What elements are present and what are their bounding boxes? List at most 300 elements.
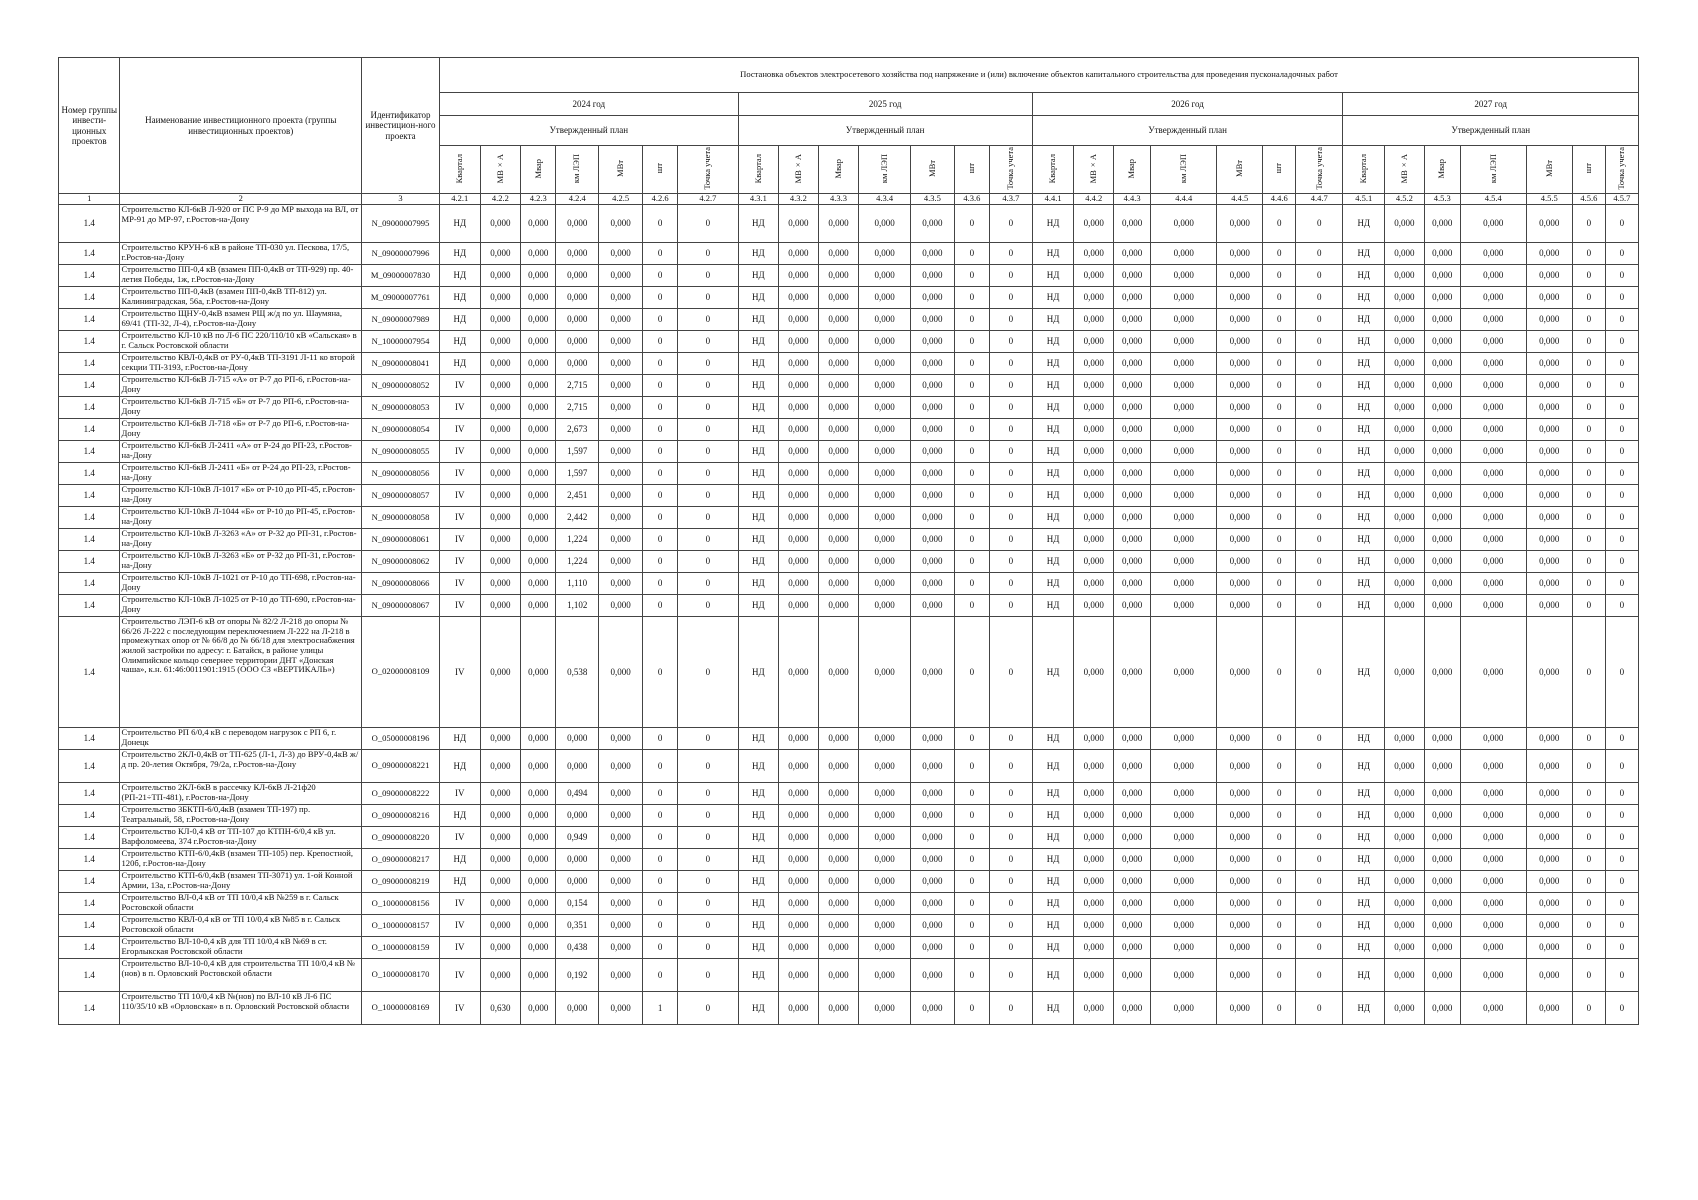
cell-value: 0,000 (1424, 915, 1460, 937)
cell-value: 0 (1605, 419, 1638, 441)
cell-group: 1.4 (59, 419, 120, 441)
cell-value: 0 (1263, 573, 1296, 595)
cell-value: 0 (678, 397, 738, 419)
cell-value: НД (738, 441, 779, 463)
header-unit-label: Мвар (1436, 158, 1447, 179)
cell-value: 0 (1572, 205, 1605, 243)
cell-value: 0,000 (1074, 783, 1114, 805)
cell-value: 0,000 (1151, 849, 1217, 871)
cell-value: 0 (678, 937, 738, 959)
cell-project-name: Строительство КЛ-6кВ Л-715 «А» от Р-7 до РП-6, г.Ростов-на-Дону (120, 375, 362, 397)
cell-value: 0,000 (1151, 783, 1217, 805)
cell-value: IV (439, 959, 480, 992)
cell-value: 0 (1605, 595, 1638, 617)
cell-value: 0,000 (859, 441, 911, 463)
cell-value: 0,000 (480, 265, 521, 287)
cell-value: 0,000 (1151, 617, 1217, 728)
cell-value: 0,000 (1217, 937, 1263, 959)
header-unit-label: Мвар (532, 158, 543, 179)
cell-value: 0,000 (1217, 309, 1263, 331)
table-row (59, 397, 1639, 419)
cell-value: 0 (1572, 959, 1605, 992)
cell-value: НД (1343, 805, 1385, 827)
cell-value: НД (439, 309, 480, 331)
cell-value: 0,000 (1151, 893, 1217, 915)
cell-value: 0 (1572, 287, 1605, 309)
cell-value: 0,000 (1217, 463, 1263, 485)
cell-value: 0,000 (1424, 617, 1460, 728)
cell-value: 0,000 (521, 507, 556, 529)
cell-value: 0,000 (1424, 243, 1460, 265)
cell-value: 0 (1572, 595, 1605, 617)
cell-project-name: Строительство КРУН-6 кВ в районе ТП-030 ул. Пескова, 17/5, г.Ростов-на-Дону (120, 243, 362, 265)
cell-value: 0,000 (818, 265, 859, 287)
table-row (59, 309, 1639, 331)
cell-value: 0,000 (599, 529, 643, 551)
cell-group: 1.4 (59, 463, 120, 485)
cell-value: 0,000 (779, 871, 819, 893)
table-row (59, 419, 1639, 441)
cell-value: 0,000 (1113, 397, 1150, 419)
cell-project-name: Строительство 2КЛ-0,4кВ от ТП-625 (Л-1, Л-3) до ВРУ-0,4кВ ж/д пр. 20-летия Октября, 79/2а, г.Ростов-на-Дону (120, 750, 362, 783)
cell-value: 0,000 (480, 783, 521, 805)
cell-value: 0,000 (910, 849, 954, 871)
cell-value: 0,000 (480, 959, 521, 992)
cell-project-id: O_09000008217 (362, 849, 440, 871)
cell-value: 0 (954, 871, 989, 893)
cell-value: 0 (989, 937, 1032, 959)
cell-group: 1.4 (59, 992, 120, 1025)
cell-value: 0 (643, 959, 678, 992)
cell-value: 0,000 (910, 959, 954, 992)
cell-value: 0,000 (1074, 375, 1114, 397)
cell-value: 0,000 (779, 551, 819, 573)
cell-value: 0,000 (1385, 750, 1425, 783)
cell-value: 0 (1296, 805, 1343, 827)
header-unit-label: Квартал (1358, 153, 1368, 184)
cell-value: 0,000 (1113, 205, 1150, 243)
cell-value: 0 (1263, 397, 1296, 419)
cell-value: 0,000 (1460, 849, 1526, 871)
table-row (59, 783, 1639, 805)
cell-value: 0 (989, 375, 1032, 397)
cell-value: 0,000 (1460, 205, 1526, 243)
cell-value: 0,000 (1113, 485, 1150, 507)
cell-value: 0 (1296, 871, 1343, 893)
cell-value: 0,000 (1385, 463, 1425, 485)
cell-value: 0,000 (1074, 728, 1114, 750)
cell-value: 0,000 (1151, 397, 1217, 419)
cell-group: 1.4 (59, 397, 120, 419)
cell-value: 0 (1263, 728, 1296, 750)
cell-value: 0 (1605, 573, 1638, 595)
cell-value: 0,000 (1151, 805, 1217, 827)
cell-value: 0,000 (818, 750, 859, 783)
investment-table (58, 57, 1639, 1025)
header-unit-label: МВт (1543, 159, 1554, 177)
header-unit (910, 146, 954, 194)
cell-value: 0 (1572, 849, 1605, 871)
cell-group: 1.4 (59, 871, 120, 893)
cell-value: 0,000 (1074, 959, 1114, 992)
cell-value: 0,000 (1217, 485, 1263, 507)
cell-value: 0,000 (1424, 309, 1460, 331)
cell-value: 0,000 (1151, 507, 1217, 529)
cell-value: 0 (1263, 507, 1296, 529)
cell-value: 0,000 (910, 463, 954, 485)
cell-value: 0,351 (556, 915, 599, 937)
header-unit-label: шт (966, 163, 977, 174)
cell-value: 0,000 (1526, 309, 1572, 331)
cell-value: 0,000 (910, 441, 954, 463)
cell-value: 0,000 (1526, 375, 1572, 397)
cell-value: 0 (989, 893, 1032, 915)
cell-value: 0,000 (1526, 551, 1572, 573)
cell-value: 0,000 (1113, 441, 1150, 463)
cell-value: 0,000 (556, 992, 599, 1025)
cell-value: 0 (643, 551, 678, 573)
cell-group: 1.4 (59, 205, 120, 243)
cell-value: 1,597 (556, 441, 599, 463)
header-unit-label: МВ×А (1087, 153, 1098, 184)
cell-value: 0 (989, 485, 1032, 507)
cell-value: 0,000 (779, 573, 819, 595)
cell-value: 1,110 (556, 573, 599, 595)
cell-value: 0,000 (779, 595, 819, 617)
cell-value: 0,000 (910, 265, 954, 287)
table-row (59, 331, 1639, 353)
cell-value: 0 (1296, 893, 1343, 915)
cell-value: 0 (678, 243, 738, 265)
cell-value: 0,000 (1526, 507, 1572, 529)
table-row (59, 375, 1639, 397)
cell-value: 0,000 (910, 805, 954, 827)
cell-project-name: Строительство КВЛ-0,4 кВ от ТП 10/0,4 кВ №85 в г. Сальск Ростовской области (120, 915, 362, 937)
header-unit (1385, 146, 1425, 194)
cell-value: 0 (1296, 485, 1343, 507)
cell-value: 0,000 (1526, 287, 1572, 309)
cell-value: 0,000 (1424, 463, 1460, 485)
cell-value: 0,000 (521, 893, 556, 915)
cell-value: 0,000 (818, 992, 859, 1025)
cell-value: 0,000 (1385, 992, 1425, 1025)
cell-value: 0,000 (480, 573, 521, 595)
column-number: 4.3.2 (779, 194, 819, 205)
cell-project-id: N_09000008055 (362, 441, 440, 463)
cell-value: 0,000 (1151, 419, 1217, 441)
cell-project-id: O_10000008156 (362, 893, 440, 915)
cell-value: НД (1032, 507, 1074, 529)
column-number: 4.5.5 (1526, 194, 1572, 205)
header-unit (599, 146, 643, 194)
cell-value: НД (439, 805, 480, 827)
cell-value: 0 (678, 309, 738, 331)
cell-value: 0 (1263, 959, 1296, 992)
cell-value: 0,000 (1151, 441, 1217, 463)
cell-value: 0 (678, 750, 738, 783)
column-number: 4.2.3 (521, 194, 556, 205)
table-row (59, 893, 1639, 915)
cell-value: 0 (989, 397, 1032, 419)
table-row (59, 849, 1639, 871)
header-unit (1572, 146, 1605, 194)
cell-value: 0,000 (1526, 617, 1572, 728)
cell-value: 0,000 (521, 871, 556, 893)
cell-value: 0,000 (1151, 573, 1217, 595)
header-unit (1296, 146, 1343, 194)
column-number: 4.3.4 (859, 194, 911, 205)
cell-value: 0,000 (1526, 353, 1572, 375)
cell-value: 0 (989, 849, 1032, 871)
cell-group: 1.4 (59, 287, 120, 309)
cell-value: 0,000 (1385, 419, 1425, 441)
cell-value: 0,000 (480, 309, 521, 331)
cell-value: 0,000 (521, 265, 556, 287)
cell-value: НД (1032, 463, 1074, 485)
cell-value: 0,000 (1217, 871, 1263, 893)
cell-value: 0,000 (1217, 265, 1263, 287)
cell-value: 0,000 (1424, 353, 1460, 375)
cell-value: 0 (1572, 728, 1605, 750)
cell-value: НД (1343, 915, 1385, 937)
cell-value: 0,000 (859, 750, 911, 783)
cell-value: 0,000 (1113, 959, 1150, 992)
cell-value: 0,000 (1424, 728, 1460, 750)
header-year: 2026 год (1032, 93, 1343, 116)
cell-value: 0,000 (521, 959, 556, 992)
cell-value: 1,224 (556, 551, 599, 573)
cell-value: НД (1343, 937, 1385, 959)
cell-value: 0,000 (859, 728, 911, 750)
cell-value: 0 (954, 728, 989, 750)
header-unit (1032, 146, 1074, 194)
cell-value: 0,000 (599, 441, 643, 463)
cell-value: 0,000 (910, 728, 954, 750)
cell-value: 0,000 (779, 893, 819, 915)
cell-group: 1.4 (59, 915, 120, 937)
cell-value: 0 (1263, 441, 1296, 463)
cell-value: 0,000 (599, 205, 643, 243)
cell-value: 0,000 (1526, 441, 1572, 463)
cell-value: НД (738, 827, 779, 849)
cell-value: НД (1032, 937, 1074, 959)
cell-group: 1.4 (59, 353, 120, 375)
cell-group: 1.4 (59, 507, 120, 529)
cell-value: 0,000 (521, 573, 556, 595)
cell-value: 0,000 (1385, 287, 1425, 309)
cell-value: 0,000 (521, 915, 556, 937)
cell-value: 0,000 (556, 287, 599, 309)
cell-value: 0,000 (910, 893, 954, 915)
cell-value: 0,000 (599, 849, 643, 871)
cell-value: 0,000 (910, 243, 954, 265)
cell-group: 1.4 (59, 728, 120, 750)
cell-value: 0,000 (1151, 265, 1217, 287)
column-number: 1 (59, 194, 120, 205)
cell-project-name: Строительство КЛ-6кВ Л-715 «Б» от Р-7 до РП-6, г.Ростов-на-Дону (120, 397, 362, 419)
cell-value: 0 (643, 573, 678, 595)
cell-value: 0,000 (1074, 992, 1114, 1025)
cell-value: НД (1343, 750, 1385, 783)
column-number: 4.5.3 (1424, 194, 1460, 205)
cell-value: 0,000 (1526, 529, 1572, 551)
cell-value: 0,000 (818, 485, 859, 507)
cell-value: 0,000 (1113, 419, 1150, 441)
cell-value: 0 (954, 937, 989, 959)
cell-value: 0 (989, 805, 1032, 827)
cell-value: 0,000 (1385, 728, 1425, 750)
cell-value: 0,000 (1460, 750, 1526, 783)
cell-project-name: Строительство ТП 10/0,4 кВ №(нов) по ВЛ-10 кВ Л-6 ПС 110/35/10 кВ «Орловская» в п. Орловский Ростовской области (120, 992, 362, 1025)
cell-value: 0,000 (599, 287, 643, 309)
column-number: 4.5.2 (1385, 194, 1425, 205)
cell-value: 0,000 (1074, 871, 1114, 893)
cell-value: 0 (1572, 463, 1605, 485)
cell-value: НД (1343, 992, 1385, 1025)
cell-value: 0,000 (818, 937, 859, 959)
cell-value: 0 (989, 617, 1032, 728)
cell-group: 1.4 (59, 783, 120, 805)
cell-value: 0,000 (521, 243, 556, 265)
cell-value: 0,000 (1526, 243, 1572, 265)
cell-group: 1.4 (59, 750, 120, 783)
cell-value: НД (1032, 915, 1074, 937)
cell-value: 0 (1296, 529, 1343, 551)
cell-value: 0,000 (1526, 937, 1572, 959)
cell-value: 0 (1263, 485, 1296, 507)
cell-value: 0,000 (859, 937, 911, 959)
cell-value: 0,000 (1424, 827, 1460, 849)
cell-value: 0 (643, 750, 678, 783)
cell-value: НД (1032, 992, 1074, 1025)
cell-project-id: O_10000008170 (362, 959, 440, 992)
cell-value: 0 (989, 353, 1032, 375)
cell-value: 0,000 (599, 959, 643, 992)
cell-value: 0,000 (1151, 353, 1217, 375)
cell-value: 0,000 (859, 871, 911, 893)
cell-value: 0,000 (1217, 287, 1263, 309)
cell-project-id: M_09000007761 (362, 287, 440, 309)
cell-value: 2,442 (556, 507, 599, 529)
cell-project-name: Строительство КЛ-6кВ Л-2411 «А» от Р-24 до РП-23, г.Ростов-на-Дону (120, 441, 362, 463)
cell-value: 0,000 (521, 375, 556, 397)
cell-value: НД (1032, 617, 1074, 728)
cell-value: 0,000 (1217, 595, 1263, 617)
cell-value: 0,000 (480, 915, 521, 937)
header-unit (1526, 146, 1572, 194)
cell-value: 0 (1296, 331, 1343, 353)
cell-value: 0,000 (480, 463, 521, 485)
cell-value: 0,000 (521, 617, 556, 728)
cell-project-id: N_09000008056 (362, 463, 440, 485)
cell-value: 0,000 (1526, 783, 1572, 805)
cell-value: 0,000 (910, 595, 954, 617)
cell-value: 0,000 (1113, 750, 1150, 783)
cell-value: 0,000 (1074, 617, 1114, 728)
cell-value: 0,000 (1385, 573, 1425, 595)
cell-value: 0,000 (521, 529, 556, 551)
header-unit-label: МВт (926, 159, 937, 177)
cell-value: НД (1032, 265, 1074, 287)
cell-value: НД (1032, 805, 1074, 827)
cell-value: НД (738, 485, 779, 507)
cell-value: 0,000 (1385, 915, 1425, 937)
cell-value: 0,000 (1113, 871, 1150, 893)
cell-value: 0 (1296, 441, 1343, 463)
cell-value: 0,000 (599, 871, 643, 893)
cell-value: НД (439, 871, 480, 893)
cell-value: НД (1343, 959, 1385, 992)
cell-value: 0 (989, 507, 1032, 529)
cell-value: НД (1343, 419, 1385, 441)
table-row (59, 243, 1639, 265)
cell-value: 0 (1263, 783, 1296, 805)
cell-value: 0 (1263, 871, 1296, 893)
cell-value: 0,000 (521, 353, 556, 375)
cell-value: 0 (678, 463, 738, 485)
cell-value: 0,000 (1151, 551, 1217, 573)
cell-value: 0,000 (1385, 353, 1425, 375)
cell-value: 0,000 (1460, 353, 1526, 375)
cell-value: 0 (989, 463, 1032, 485)
cell-value: 0,000 (1460, 573, 1526, 595)
header-approved-plan: Утвержденный план (439, 116, 738, 146)
cell-value: 0,000 (480, 529, 521, 551)
table-row (59, 617, 1639, 728)
cell-value: 0 (1605, 397, 1638, 419)
cell-value: 0,000 (1385, 441, 1425, 463)
cell-project-name: Строительство ВЛ-0,4 кВ от ТП 10/0,4 кВ №259 в г. Сальск Ростовской области (120, 893, 362, 915)
cell-value: НД (738, 353, 779, 375)
cell-value: 0,000 (1424, 849, 1460, 871)
cell-value: 0,000 (1385, 827, 1425, 849)
cell-value: 0,000 (859, 959, 911, 992)
cell-value: 0,000 (1217, 849, 1263, 871)
cell-value: 0,000 (1526, 265, 1572, 287)
cell-value: 0,000 (779, 205, 819, 243)
column-number: 2 (120, 194, 362, 205)
header-unit-label: км ЛЭП (1487, 153, 1498, 184)
cell-project-name: Строительство ЩНУ-0,4кВ взамен РЩ ж/д по ул. Шаумяна, 69/41 (ТП-32, Л-4), г.Ростов-на-Дону (120, 309, 362, 331)
cell-value: 0,000 (1526, 463, 1572, 485)
cell-value: 0 (1296, 992, 1343, 1025)
cell-value: 0 (1572, 551, 1605, 573)
cell-value: 0 (1296, 205, 1343, 243)
header-unit (779, 146, 819, 194)
cell-value: 0 (989, 992, 1032, 1025)
header-unit-label: Квартал (454, 153, 465, 184)
cell-value: 0,000 (859, 397, 911, 419)
cell-value: 0,000 (1113, 827, 1150, 849)
cell-group: 1.4 (59, 805, 120, 827)
cell-value: 0,000 (599, 750, 643, 783)
cell-value: 0,000 (521, 728, 556, 750)
cell-value: 0,000 (1113, 728, 1150, 750)
cell-value: 0 (678, 805, 738, 827)
cell-value: 0 (643, 595, 678, 617)
cell-value: 0,000 (1424, 331, 1460, 353)
cell-value: НД (1032, 485, 1074, 507)
column-number: 4.2.6 (643, 194, 678, 205)
cell-value: 0,000 (859, 827, 911, 849)
cell-value: 0,000 (1113, 805, 1150, 827)
cell-value: 0,000 (859, 243, 911, 265)
cell-value: 0,154 (556, 893, 599, 915)
header-unit (521, 146, 556, 194)
cell-value: 0,000 (910, 915, 954, 937)
cell-value: НД (1343, 441, 1385, 463)
cell-value: 0,000 (1217, 419, 1263, 441)
